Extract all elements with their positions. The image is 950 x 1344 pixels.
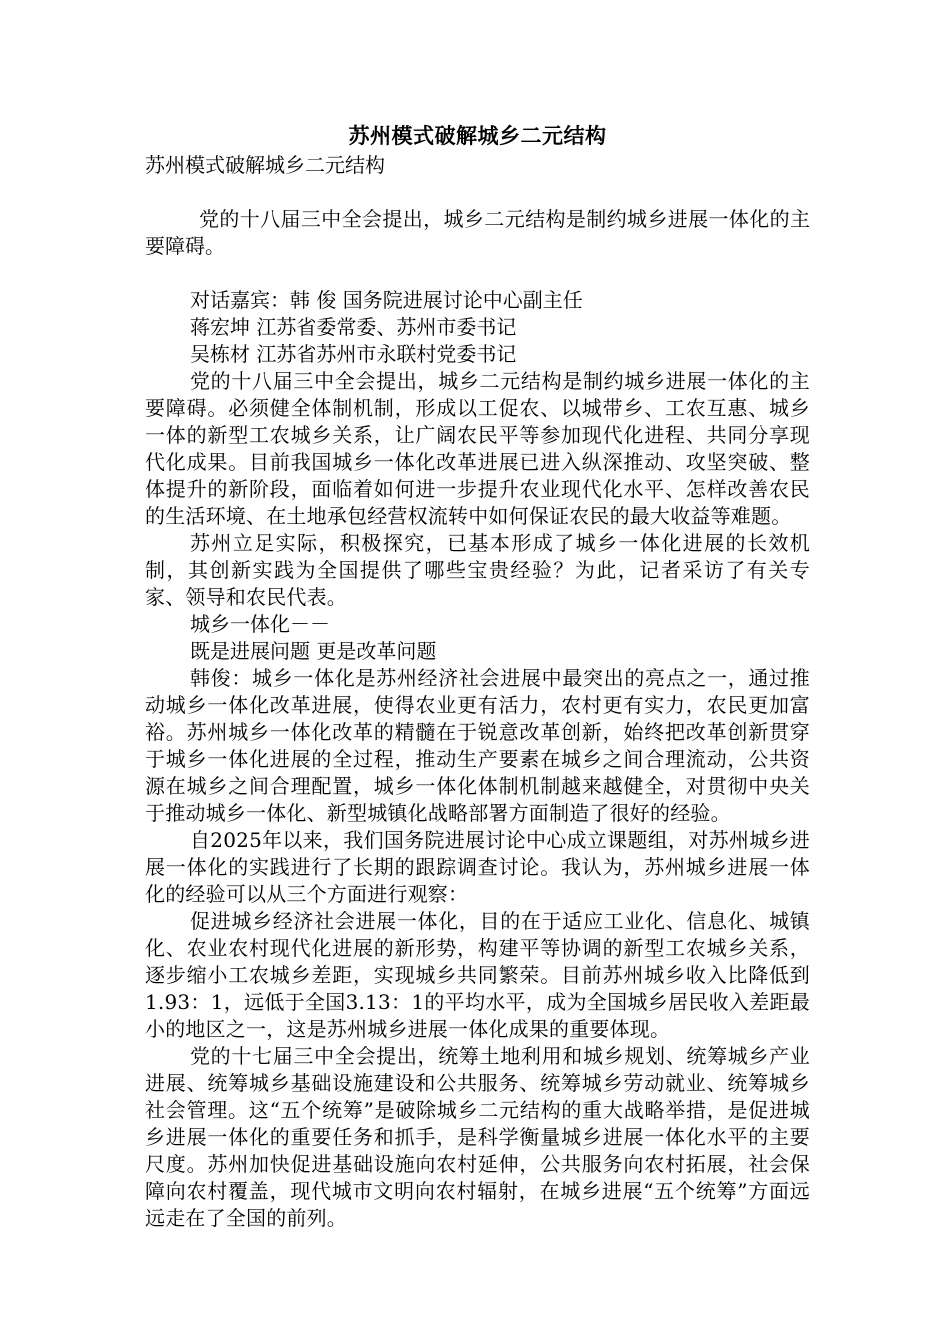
guest-line: 蒋宏坤 江苏省委常委、苏州市委书记 xyxy=(190,315,517,339)
guest-line: 对话嘉宾：韩 俊 国务院进展讨论中心副主任 xyxy=(190,288,583,312)
guest-list xyxy=(145,287,810,368)
body-paragraph: 苏州立足实际，积极探究，已基本形成了城乡一体化进展的长效机制，其创新实践为全国提供了哪些宝贵经验？为此，记者采访了有关专家、领导和农民代表。 xyxy=(145,531,810,609)
document-subtitle: 苏州模式破解城乡二元结构 xyxy=(145,153,385,177)
section-heading: 城乡一体化－－ xyxy=(190,612,330,636)
body-paragraph: 促进城乡经济社会进展一体化，目的在于适应工业化、信息化、城镇化、农业农村现代化进展的新形势，构建平等协调的新型工农城乡关系，逐步缩小工农城乡差距，实现城乡共同繁荣。目前苏州城乡收入比降低到1.93：1，远低于全国3.13：1的平均水平，成为全国城乡居民收入差距最小的地区之一，这是苏州城乡进展一体化成果的重要体现。 xyxy=(145,909,810,1041)
document-page xyxy=(145,120,810,1232)
body-paragraph: 韩俊：城乡一体化是苏州经济社会进展中最突出的亮点之一，通过推动城乡一体化改革进展，使得农业更有活力，农村更有实力，农民更加富裕。苏州城乡一体化改革的精髓在于锐意改革创新，始终把改革创新贯穿于城乡一体化进展的全过程，推动生产要素在城乡之间合理流动，公共资源在城乡之间合理配置，城乡一体化体制机制越来越健全，对贯彻中央关于推动城乡一体化、新型城镇化战略部署方面制造了很好的经验。 xyxy=(145,666,810,825)
document-title: 苏州模式破解城乡二元结构 xyxy=(348,123,607,148)
intro-paragraph: 党的十八届三中全会提出，城乡二元结构是制约城乡进展一体化的主要障碍。 xyxy=(145,207,810,258)
body-paragraph: 自2025年以来，我们国务院进展讨论中心成立课题组，对苏州城乡进展一体化的实践进行了长期的跟踪调查讨论。我认为，苏州城乡进展一体化的经验可以从三个方面进行观察： xyxy=(145,828,810,906)
body-paragraph: 党的十八届三中全会提出，城乡二元结构是制约城乡进展一体化的主要障碍。必须健全体制机制，形成以工促农、以城带乡、工农互惠、城乡一体的新型工农城乡关系，让广阔农民平等参加现代化进程、共同分享现代化成果。目前我国城乡一体化改革进展已进入纵深推动、攻坚突破、整体提升的新阶段，面临着如何进一步提升农业现代化水平、怎样改善农民的生活环境、在土地承包经营权流转中如何保证农民的最大收益等难题。 xyxy=(145,369,810,528)
body-paragraph: 党的十七届三中全会提出，统筹土地利用和城乡规划、统筹城乡产业进展、统筹城乡基础设施建设和公共服务、统筹城乡劳动就业、统筹城乡社会管理。这“五个统筹”是破除城乡二元结构的重大战略举措，是促进城乡进展一体化的重要任务和抓手，是科学衡量城乡进展一体化水平的主要尺度。苏州加快促进基础设施向农村延伸，公共服务向农村拓展，社会保障向农村覆盖，现代城市文明向农村辐射，在城乡进展“五个统筹”方面远远走在了全国的前列。 xyxy=(145,1044,810,1230)
guest-line: 吴栋材 江苏省苏州市永联村党委书记 xyxy=(190,342,517,366)
section-subheading: 既是进展问题 更是改革问题 xyxy=(190,639,437,663)
